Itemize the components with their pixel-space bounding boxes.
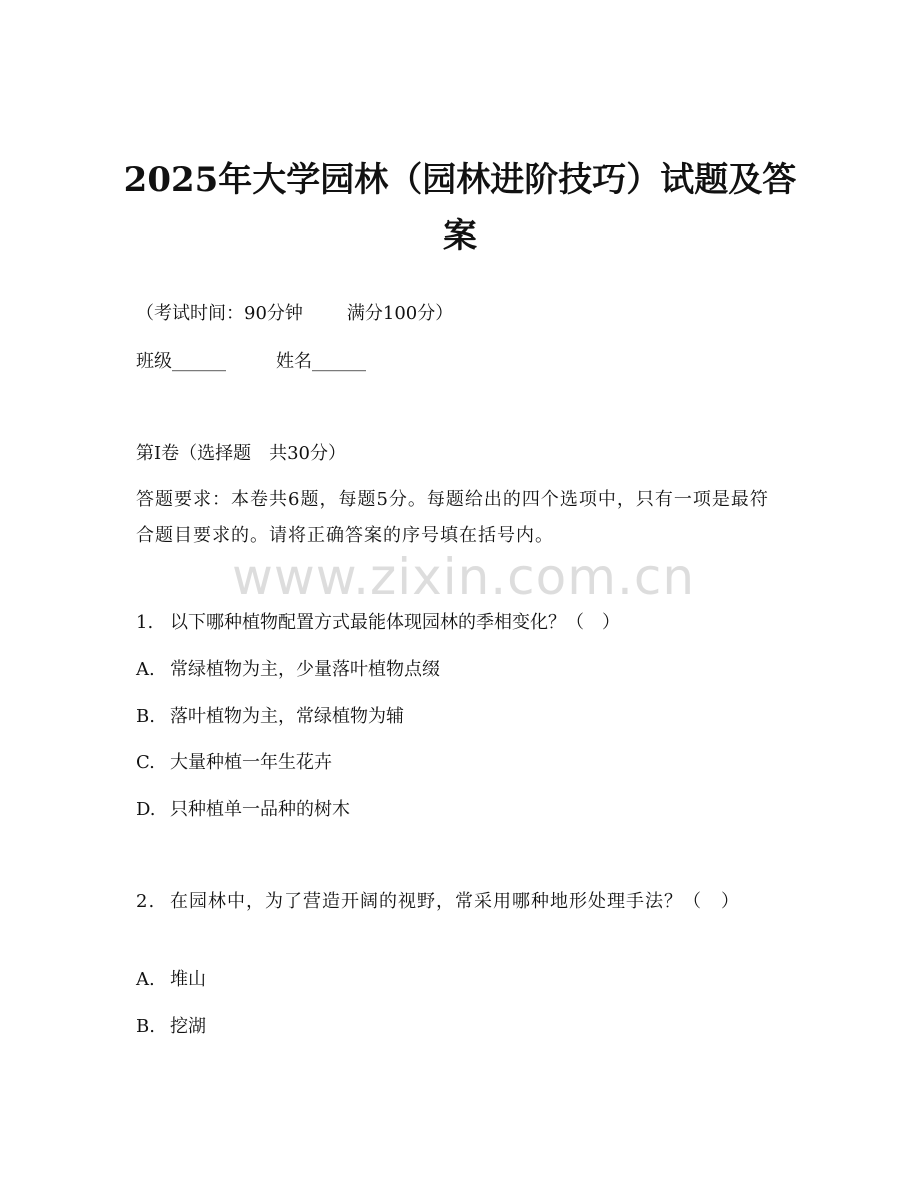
- option-letter: C.: [136, 752, 155, 773]
- option-1a: [136, 658, 440, 682]
- option-1b: [136, 705, 404, 729]
- option-text: 堆山: [170, 969, 206, 990]
- option-letter: A.: [136, 969, 155, 990]
- name-field: 姓名______: [276, 351, 366, 372]
- option-text: 大量种植一年生花卉: [170, 752, 332, 773]
- option-1d: [136, 798, 350, 822]
- option-text: 落叶植物为主，常绿植物为辅: [170, 706, 404, 727]
- student-fields: [136, 350, 366, 374]
- exam-score: 满分100分）: [346, 303, 454, 324]
- question-1: [136, 611, 620, 635]
- option-text: 常绿植物为主，少量落叶植物点缀: [170, 659, 440, 680]
- question-number: 2.: [136, 891, 156, 912]
- watermark-text: www.zixin.com.cn: [232, 548, 696, 606]
- option-letter: B.: [136, 1016, 155, 1037]
- option-letter: D.: [136, 799, 156, 820]
- option-1c: [136, 751, 332, 775]
- class-field: 班级______: [136, 351, 226, 372]
- section-instructions: 答题要求：本卷共6题，每题5分。每题给出的四个选项中，只有一项是最符合题目要求的。请将正确答案的序号填在括号内。: [136, 489, 769, 546]
- question-text: 以下哪种植物配置方式最能体现园林的季相变化？（ ）: [170, 612, 620, 633]
- option-text: 挖湖: [170, 1016, 206, 1037]
- exam-time: （考试时间：90分钟: [136, 303, 303, 324]
- document-title: 2025年大学园林（园林进阶技巧）试题及答案: [123, 160, 797, 256]
- question-2: [136, 884, 776, 920]
- question-number: 1.: [136, 612, 154, 633]
- question-text: 在园林中，为了营造开阔的视野，常采用哪种地形处理手法？（ ）: [170, 891, 740, 912]
- option-letter: B.: [136, 706, 155, 727]
- exam-info: [136, 302, 453, 326]
- option-letter: A.: [136, 659, 155, 680]
- section-heading: 第I卷（选择题 共30分）: [136, 443, 347, 464]
- option-2a: [136, 968, 206, 992]
- option-2b: [136, 1015, 206, 1039]
- option-text: 只种植单一品种的树木: [170, 799, 350, 820]
